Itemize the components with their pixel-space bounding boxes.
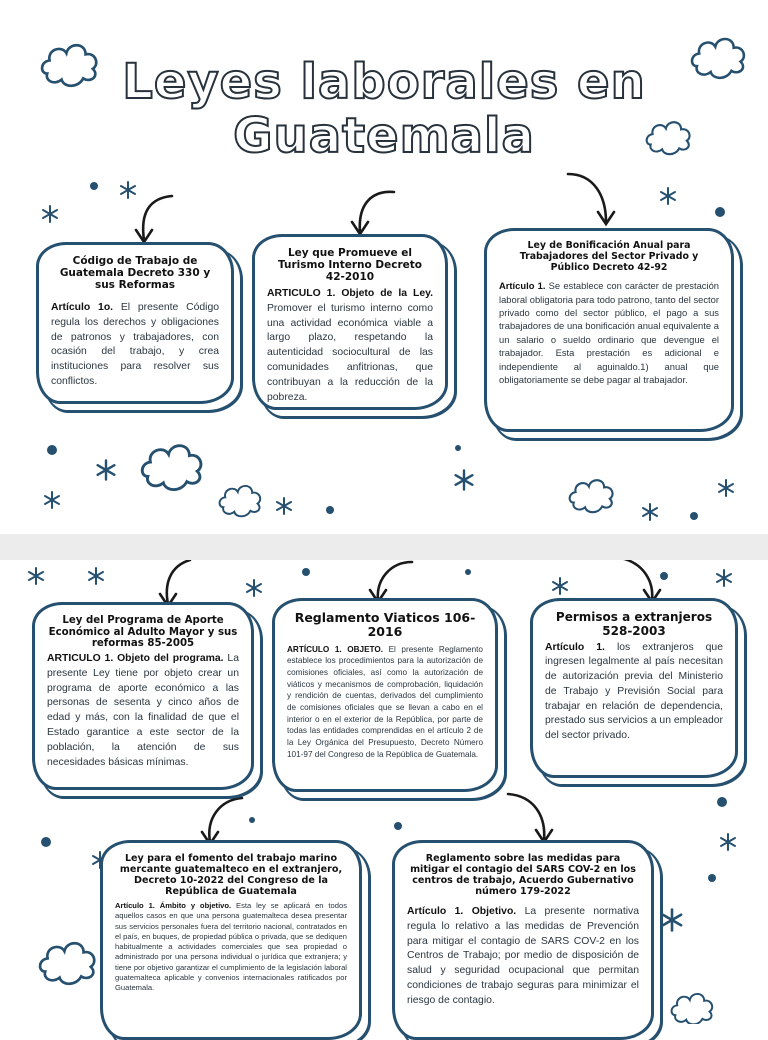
card-heading: Reglamento sobre las medidas para mitigar el contagio del SARS COV-2 en los centros de trabajo, Acuerdo Gubernativo número 179-2022 xyxy=(410,853,636,898)
card-article-text: Esta ley se aplicará en todos aquellos casos en que una persona guatemalteca desea presentar sus servicios personales fuera del territorio nacional, contratados en el país, en buques, de propiedad pública o privada, que se dediquen habitualmente a actividades comerciales que sea propiedad o administrado por una persona individual o jurídica que extranjera; y tiene por objetivo garantizar el cumplimiento de la legislación laboral guatemalteca aplicable y convenios internacionales ratificados por Guatemala. xyxy=(115,901,347,993)
law-card-marino-mercante xyxy=(100,840,362,1040)
card-article-lead: Artículo 1o. xyxy=(51,302,114,314)
star-icon xyxy=(663,910,681,931)
star-icon xyxy=(553,578,567,594)
card-article-lead: Artículo 1. Objetivo. xyxy=(407,906,517,918)
card-article-text: La presente Ley tiene por objeto crear un programa de aporte económico a las personas de sesenta y cinco años de edad y más, con la finalidad de que el Estado garantice a este sector de la población, la atención de sus necesidades básicas mínimas. xyxy=(47,653,239,768)
card-body xyxy=(545,641,723,744)
star-icon xyxy=(277,498,291,514)
card-article-text: Promover el turismo interno como una actividad económica viable a largo plazo, respetando la autenticidad sociocultural de las comunidades anfitrionas, que contribuyan a la reducción de la pobreza. xyxy=(267,302,433,403)
card-body xyxy=(407,905,639,1008)
card-heading: Ley del Programa de Aporte Económico al Adulto Mayor y sus reformas 85-2005 xyxy=(48,615,238,650)
star-icon xyxy=(121,182,135,198)
card-article-lead: Artículo 1. Ámbito y objetivo. xyxy=(115,901,232,911)
cloud-icon xyxy=(142,446,201,490)
law-card-bonificacion-anual xyxy=(484,228,734,432)
card-heading: Ley que Promueve el Turismo Interno Decreto 42-2010 xyxy=(278,247,422,284)
page-title-line-1: Leyes laborales en xyxy=(122,54,646,110)
card-heading: Ley para el fomento del trabajo marino mercante guatemalteco en el extranjero, Decreto 10-2022 del Congreso de la República de Guatemala xyxy=(119,853,343,898)
card-article-text: El presente Reglamento establece los procedimientos para la autorización de comisiones oficiales, así como la autorización de viáticos y mecanismos de comprobación, liquidación y rendición de cuentas, derivados del cumplimiento de comisiones oficiales que se llevan a cabo en el interior o en el exterior de la República, por parte de todas las entidades comprendidas en el artículo 2 de la Ley Orgánica del Presupuesto, Decreto Número 101-97 del Congreso de la República de Guatemala. xyxy=(287,644,483,759)
cloud-icon xyxy=(570,480,613,512)
law-card-permisos-extranjeros xyxy=(530,598,738,778)
card-heading: Ley de Bonificación Anual para Trabajadores del Sector Privado y Público Decreto 42-92 xyxy=(519,240,699,273)
card-article-lead: ARTICULO 1. Objeto de la Ley. xyxy=(267,288,433,300)
star-icon xyxy=(247,580,261,596)
law-card-codigo-trabajo xyxy=(36,242,234,404)
star-icon xyxy=(456,470,473,489)
card-body xyxy=(51,301,219,390)
card-article-lead: ARTICULO 1. Objeto del programa. xyxy=(47,653,224,665)
page-title-line-2: Guatemala xyxy=(233,108,535,164)
star-icon xyxy=(43,206,57,222)
star-icon xyxy=(45,492,59,508)
star-icon xyxy=(98,460,115,479)
card-body xyxy=(47,652,239,770)
card-article-lead: Artículo 1. xyxy=(545,641,605,653)
card-body xyxy=(115,901,347,993)
card-body xyxy=(287,644,483,760)
card-article-text: Se establece con carácter de prestación laboral obligatoria para todo patrono, tanto del sector privado como del sector público, el pago a sus trabajadores de una bonificación anual equivalente a un salario o sueldo ordinario que devengue el trabajador. Esta prestación es adicional e independiente al aguinaldo.1) anual que obligatoriamente se debe pagar al trabajador. xyxy=(499,280,719,385)
star-icon xyxy=(661,188,675,204)
card-body xyxy=(499,279,719,386)
card-article-text: los extranjeros que ingresen legalmente al país necesitan de autorización previa del Ministerio de Trabajo y Previsión Social para trabajar en relación de dependencia, prestado sus servicios a un empleador del sector privado. xyxy=(545,641,723,742)
card-heading: Reglamento Viaticos 106-2016 xyxy=(294,610,476,640)
star-icon xyxy=(721,834,735,850)
law-card-turismo-interno xyxy=(252,234,448,410)
cloud-icon xyxy=(220,486,261,516)
star-icon xyxy=(29,568,43,584)
card-article-text: La presente normativa regula lo relativo a las medidas de Prevención para mitigar el contagio de SARS COV-2 en los Centros de Trabajo; por medio de disposición de salud y seguridad ocupacional que permitan condiciones de trabajo seguras para minimizar el riesgo de contagio. xyxy=(407,906,640,1006)
card-body xyxy=(267,287,433,405)
star-icon xyxy=(717,570,731,586)
cloud-icon xyxy=(40,943,94,984)
card-heading: Permisos a extranjeros 528-2003 xyxy=(555,610,713,638)
card-article-lead: ARTÍCULO 1. OBJETO. xyxy=(287,644,384,654)
law-card-reglamento-viaticos xyxy=(272,598,498,792)
star-icon xyxy=(643,504,657,520)
card-heading: Código de Trabajo de Guatemala Decreto 330 y sus Reformas xyxy=(59,255,211,292)
star-icon xyxy=(89,568,103,584)
cloud-icon xyxy=(672,994,713,1024)
law-card-adulto-mayor xyxy=(32,602,254,790)
star-icon xyxy=(719,480,733,496)
section-divider xyxy=(0,534,768,560)
card-article-lead: Artículo 1. xyxy=(499,280,546,292)
card-article-text: El presente Código regula los derechos y obligaciones de patronos y trabajadores, con ocasión del trabajo, y crea instituciones para resolver sus conflictos. xyxy=(51,302,220,388)
law-card-sars-cov2 xyxy=(392,840,654,1040)
